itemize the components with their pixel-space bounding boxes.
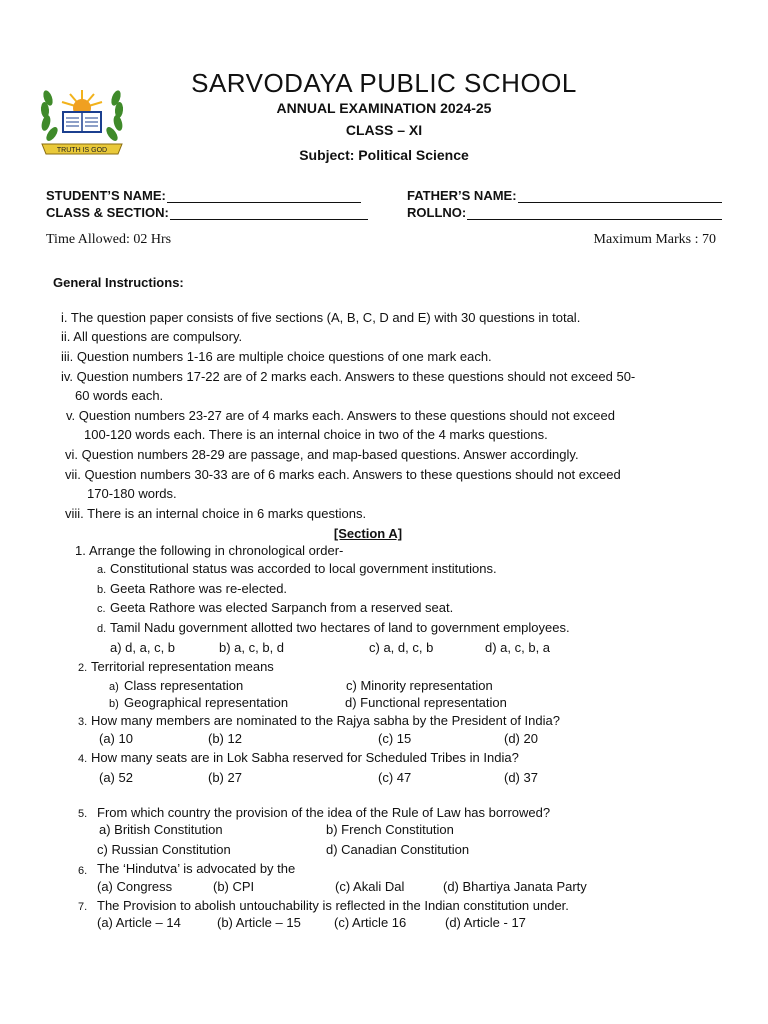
- item-marker: d.: [97, 623, 107, 635]
- section-a-title: [Section A]: [333, 526, 403, 541]
- option: c) Russian Constitution: [97, 842, 231, 857]
- instruction-item: vi. Question numbers 28-29 are passage, and map-based questions. Answer accordingly.: [65, 447, 579, 462]
- instruction-item-cont: 170-180 words.: [87, 486, 177, 501]
- class-section-line: [170, 206, 368, 220]
- instruction-item: viii. There is an internal choice in 6 marks questions.: [65, 506, 367, 521]
- option: (d) Bhartiya Janata Party: [443, 879, 587, 894]
- logo-motto: TRUTH IS GOD: [56, 147, 108, 154]
- item-text: Tamil Nadu government allotted two hectares of land to government employees.: [110, 620, 570, 635]
- option: (d) 37: [504, 770, 538, 785]
- instruction-item: iii. Question numbers 1-16 are multiple choice questions of one mark each.: [61, 349, 492, 364]
- option: d) Functional representation: [345, 695, 507, 710]
- item-text: Constitutional status was accorded to local government institutions.: [110, 561, 497, 576]
- option: (b) 27: [208, 770, 242, 785]
- question-number: 3.: [78, 716, 88, 728]
- option-marker: a): [109, 681, 119, 693]
- max-marks: Maximum Marks : 70: [593, 232, 716, 247]
- father-name-label: FATHER’S NAME:: [407, 188, 517, 203]
- option: (d) Article - 17: [445, 915, 526, 930]
- question-number: 2.: [78, 662, 88, 674]
- option: d) a, c, b, a: [485, 640, 551, 655]
- question-text: The ‘Hindutva’ is advocated by the: [97, 861, 296, 876]
- item-marker: b.: [97, 584, 107, 596]
- father-name-line: [518, 189, 722, 203]
- option: b) a, c, b, d: [219, 640, 285, 655]
- class-section-field: [46, 205, 368, 220]
- student-name-line: [167, 189, 361, 203]
- option: (a) 10: [99, 731, 133, 746]
- question-number: 4.: [78, 753, 88, 765]
- option: (a) Congress: [97, 879, 173, 894]
- instructions-heading: General Instructions:: [53, 275, 184, 290]
- question-number: 7.: [78, 901, 88, 913]
- subject-title: Subject: Political Science: [299, 147, 469, 163]
- question-number: 5.: [78, 808, 88, 820]
- question-text: Territorial representation means: [91, 659, 274, 674]
- roll-no-field: [407, 205, 722, 220]
- question-text: How many seats are in Lok Sabha reserved for Scheduled Tribes in India?: [91, 750, 519, 765]
- roll-no-label: ROLLNO:: [407, 205, 467, 220]
- item-text: Geeta Rathore was re-elected.: [110, 581, 288, 596]
- instruction-item-cont: 100-120 words each. There is an internal choice in two of the 4 marks questions.: [84, 427, 548, 442]
- instruction-item: v. Question numbers 23-27 are of 4 marks each. Answers to these questions should not exceed: [66, 408, 615, 423]
- option: (a) 52: [99, 770, 133, 785]
- instruction-item: vii. Question numbers 30-33 are of 6 marks each. Answers to these questions should not exceed: [65, 467, 621, 482]
- father-name-field: [407, 188, 722, 203]
- option: (c) Akali Dal: [335, 879, 405, 894]
- item-marker: a.: [97, 564, 107, 576]
- class-label: CLASS – XI: [345, 122, 423, 138]
- question-text: Arrange the following in chronological order-: [89, 543, 344, 558]
- option: c) a, d, c, b: [369, 640, 434, 655]
- option: (d) 20: [504, 731, 538, 746]
- option: Class representation: [124, 678, 244, 693]
- option: (c) 15: [378, 731, 412, 746]
- option: a) d, a, c, b: [110, 640, 176, 655]
- option: (b) CPI: [213, 879, 255, 894]
- option: (b) 12: [208, 731, 242, 746]
- question-text: How many members are nominated to the Rajya sabha by the President of India?: [91, 713, 560, 728]
- time-allowed: Time Allowed: 02 Hrs: [46, 232, 172, 247]
- option: a) British Constitution: [99, 822, 223, 837]
- question-number: 6.: [78, 865, 88, 877]
- option-marker: b): [109, 698, 119, 710]
- item-marker: c.: [97, 603, 106, 615]
- student-name-label: STUDENT’S NAME:: [46, 188, 166, 203]
- option: (a) Article – 14: [97, 915, 181, 930]
- option: (b) Article – 15: [217, 915, 301, 930]
- exam-title: ANNUAL EXAMINATION 2024-25: [276, 100, 492, 116]
- question-number: 1.: [75, 543, 86, 558]
- student-name-field: [46, 188, 361, 203]
- roll-no-line: [467, 206, 722, 220]
- option: d) Canadian Constitution: [326, 842, 470, 857]
- item-text: Geeta Rathore was elected Sarpanch from a reserved seat.: [110, 600, 454, 615]
- option: (c) Article 16: [334, 915, 407, 930]
- option: b) French Constitution: [326, 822, 454, 837]
- instruction-item: i. The question paper consists of five sections (A, B, C, D and E) with 30 questions in total.: [61, 310, 581, 325]
- instruction-item-cont: 60 words each.: [75, 388, 164, 403]
- instruction-item: iv. Question numbers 17-22 are of 2 marks each. Answers to these questions should not exceed 50-: [61, 369, 636, 384]
- option: Geographical representation: [124, 695, 289, 710]
- school-name: SARVODAYA PUBLIC SCHOOL: [191, 68, 577, 98]
- option: (c) 47: [378, 770, 412, 785]
- question-text: From which country the provision of the idea of the Rule of Law has borrowed?: [97, 805, 551, 820]
- question-text: The Provision to abolish untouchability is reflected in the Indian constitution under.: [97, 898, 569, 913]
- class-section-label: CLASS & SECTION:: [46, 205, 169, 220]
- option: c) Minority representation: [346, 678, 493, 693]
- instruction-item: ii. All questions are compulsory.: [61, 329, 243, 344]
